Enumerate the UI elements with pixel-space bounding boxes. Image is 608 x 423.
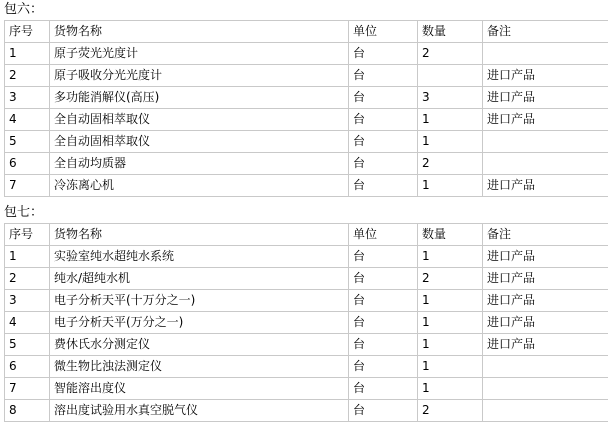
table-row: [5, 109, 608, 131]
cell-no: 3: [5, 290, 50, 312]
cell-name: 原子吸收分光光度计: [50, 65, 349, 87]
cell-note: [483, 356, 608, 378]
cell-no: 5: [5, 131, 50, 153]
package-six-title: 包六：: [4, 2, 44, 17]
cell-qty: 2: [418, 153, 483, 175]
cell-unit: 台: [349, 356, 418, 378]
cell-note: 进口产品: [483, 290, 608, 312]
table-row: [5, 246, 608, 268]
package-seven-title: 包七：: [4, 205, 44, 220]
cell-no: 2: [5, 268, 50, 290]
cell-note: [483, 400, 608, 422]
cell-no: 6: [5, 153, 50, 175]
cell-qty: 1: [418, 131, 483, 153]
package-six-table: [4, 20, 608, 197]
cell-no: 6: [5, 356, 50, 378]
cell-note: [483, 43, 608, 65]
cell-note: 进口产品: [483, 334, 608, 356]
cell-note: 进口产品: [483, 87, 608, 109]
cell-no: 1: [5, 246, 50, 268]
cell-no: 4: [5, 312, 50, 334]
table-row: [5, 175, 608, 197]
cell-qty: 1: [418, 290, 483, 312]
cell-unit: 台: [349, 378, 418, 400]
cell-unit: 台: [349, 43, 418, 65]
cell-name: 实验室纯水超纯水系统: [50, 246, 349, 268]
table-row: [5, 43, 608, 65]
cell-name: 电子分析天平(万分之一): [50, 312, 349, 334]
cell-qty: 3: [418, 87, 483, 109]
cell-unit: 台: [349, 312, 418, 334]
cell-unit: 台: [349, 65, 418, 87]
table-row: [5, 312, 608, 334]
cell-no: 3: [5, 87, 50, 109]
package-seven-table: [4, 223, 608, 422]
cell-unit: 台: [349, 109, 418, 131]
cell-no: 4: [5, 109, 50, 131]
cell-note: 进口产品: [483, 65, 608, 87]
cell-qty: 1: [418, 356, 483, 378]
cell-name: 多功能消解仪(高压): [50, 87, 349, 109]
column-header-unit: 单位: [349, 224, 418, 246]
cell-name: 纯水/超纯水机: [50, 268, 349, 290]
cell-name: 全自动固相萃取仪: [50, 131, 349, 153]
cell-name: 全自动固相萃取仪: [50, 109, 349, 131]
table-row: [5, 131, 608, 153]
cell-qty: 1: [418, 312, 483, 334]
table-row: [5, 334, 608, 356]
cell-qty: 1: [418, 334, 483, 356]
cell-unit: 台: [349, 290, 418, 312]
cell-name: 智能溶出度仪: [50, 378, 349, 400]
cell-unit: 台: [349, 175, 418, 197]
cell-unit: 台: [349, 334, 418, 356]
cell-qty: 1: [418, 246, 483, 268]
table-row: [5, 356, 608, 378]
cell-unit: 台: [349, 246, 418, 268]
cell-note: 进口产品: [483, 109, 608, 131]
cell-qty: [418, 65, 483, 87]
table-row: [5, 378, 608, 400]
column-header-unit: 单位: [349, 21, 418, 43]
cell-qty: 1: [418, 175, 483, 197]
cell-note: [483, 378, 608, 400]
column-header-name: 货物名称: [50, 224, 349, 246]
table-header-row: [5, 224, 608, 246]
cell-unit: 台: [349, 153, 418, 175]
cell-qty: 2: [418, 400, 483, 422]
table-row: [5, 87, 608, 109]
table-header-row: [5, 21, 608, 43]
cell-no: 7: [5, 175, 50, 197]
table-row: [5, 153, 608, 175]
cell-note: 进口产品: [483, 246, 608, 268]
column-header-no: 序号: [5, 224, 50, 246]
cell-note: 进口产品: [483, 268, 608, 290]
table-row: [5, 290, 608, 312]
table-row: [5, 268, 608, 290]
cell-name: 电子分析天平(十万分之一): [50, 290, 349, 312]
cell-name: 原子荧光光度计: [50, 43, 349, 65]
column-header-no: 序号: [5, 21, 50, 43]
cell-no: 1: [5, 43, 50, 65]
cell-name: 费休氏水分测定仪: [50, 334, 349, 356]
cell-no: 2: [5, 65, 50, 87]
cell-qty: 2: [418, 268, 483, 290]
table-row: [5, 400, 608, 422]
cell-name: 全自动均质器: [50, 153, 349, 175]
cell-qty: 2: [418, 43, 483, 65]
cell-note: [483, 131, 608, 153]
cell-qty: 1: [418, 109, 483, 131]
cell-no: 7: [5, 378, 50, 400]
column-header-note: 备注: [483, 224, 608, 246]
cell-qty: 1: [418, 378, 483, 400]
cell-name: 冷冻离心机: [50, 175, 349, 197]
table-row: [5, 65, 608, 87]
column-header-qty: 数量: [418, 224, 483, 246]
cell-unit: 台: [349, 87, 418, 109]
column-header-note: 备注: [483, 21, 608, 43]
column-header-qty: 数量: [418, 21, 483, 43]
cell-name: 溶出度试验用水真空脱气仪: [50, 400, 349, 422]
column-header-name: 货物名称: [50, 21, 349, 43]
cell-note: [483, 153, 608, 175]
cell-unit: 台: [349, 268, 418, 290]
cell-note: 进口产品: [483, 175, 608, 197]
cell-unit: 台: [349, 400, 418, 422]
cell-name: 微生物比浊法测定仪: [50, 356, 349, 378]
cell-note: 进口产品: [483, 312, 608, 334]
cell-no: 5: [5, 334, 50, 356]
cell-unit: 台: [349, 131, 418, 153]
cell-no: 8: [5, 400, 50, 422]
